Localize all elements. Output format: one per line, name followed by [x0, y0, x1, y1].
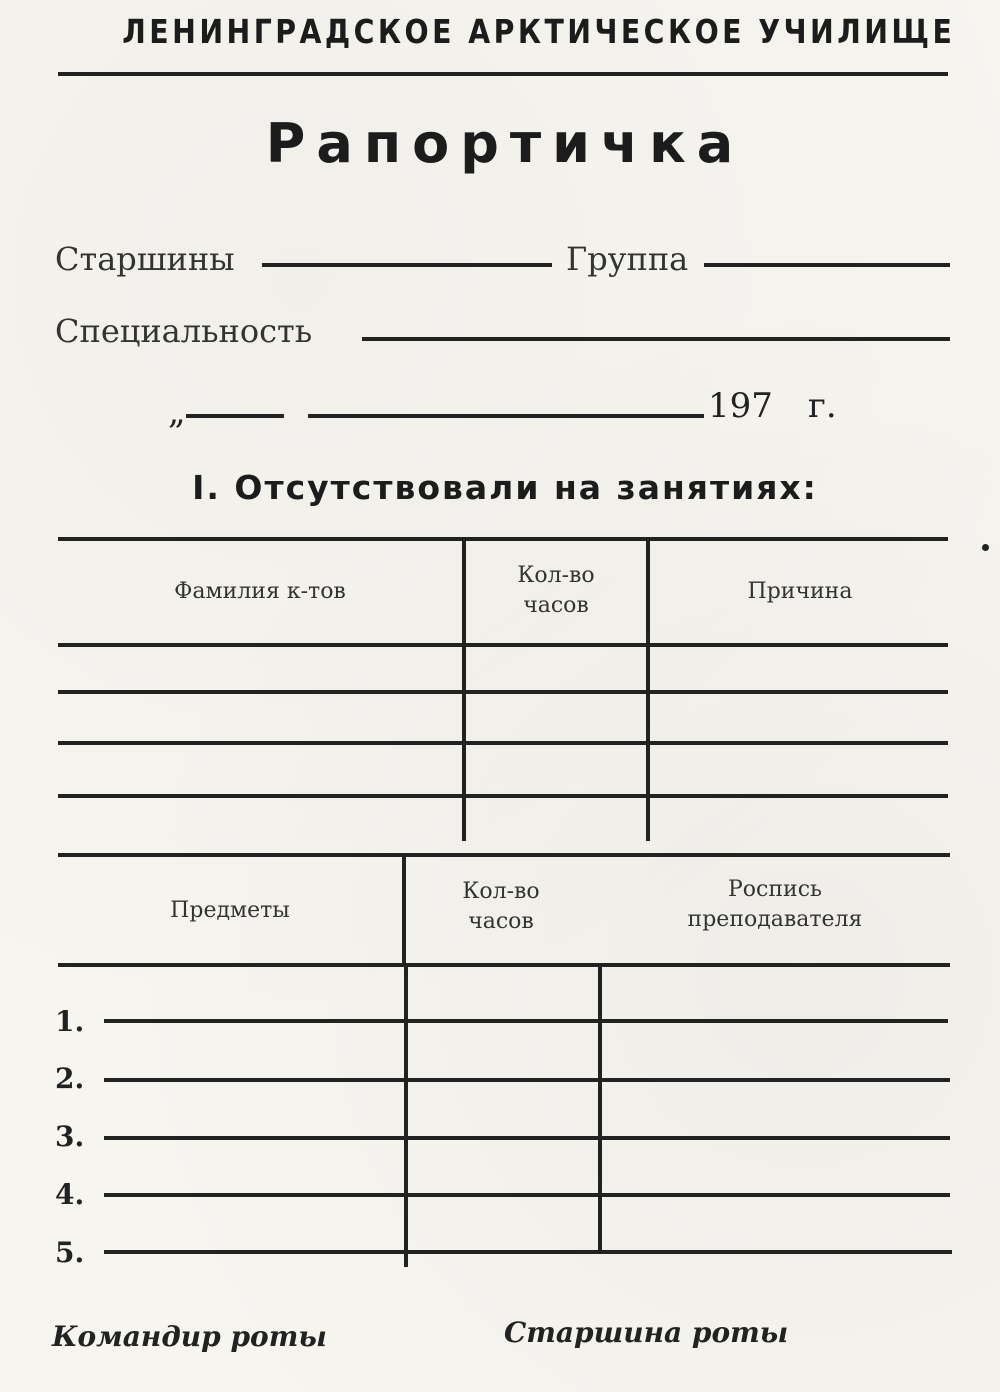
subjects-row-number: 5. — [55, 1236, 85, 1269]
specialnost-fill-line[interactable] — [362, 337, 950, 341]
date-month-fill-line[interactable] — [308, 414, 704, 418]
subjects-row-line[interactable] — [104, 1136, 950, 1140]
subjects-row-number: 1. — [55, 1005, 85, 1038]
subjects-row-line[interactable] — [104, 1250, 952, 1254]
date-year-suffix: г. — [808, 386, 837, 426]
scan-speck — [982, 544, 989, 551]
subjects-header-hours-line1: Кол-во — [462, 879, 540, 904]
absence-header-hours-line1: Кол-во — [517, 563, 595, 588]
subjects-table-divider-2 — [598, 967, 602, 1253]
subjects-table-header-rule — [58, 963, 950, 967]
subjects-row-number: 2. — [55, 1062, 85, 1095]
absence-table-row-2[interactable] — [58, 741, 948, 745]
subjects-header-sign-line2: преподавателя — [687, 907, 863, 932]
subjects-row-line[interactable] — [104, 1193, 950, 1197]
absence-table-top-rule — [58, 537, 948, 541]
date-year-prefix: 197 — [708, 386, 773, 426]
institution-name: ЛЕНИНГРАДСКОЕ АРКТИЧЕСКОЕ УЧИЛИЩЕ — [122, 12, 956, 51]
date-open-quote: „ — [168, 392, 186, 432]
subjects-header-sign-line1: Роспись — [728, 877, 822, 902]
subjects-header-hours-line2: часов — [468, 909, 534, 934]
gruppa-fill-line[interactable] — [704, 263, 950, 267]
starshiny-label: Старшины — [55, 240, 235, 278]
gruppa-label: Группа — [566, 240, 689, 278]
absence-table-header-rule — [58, 643, 948, 647]
subjects-row-line[interactable] — [104, 1019, 948, 1023]
absence-header-name: Фамилия к-тов — [174, 579, 346, 604]
absence-table-row-1[interactable] — [58, 690, 948, 694]
subjects-row-line[interactable] — [104, 1078, 950, 1082]
starshiny-fill-line[interactable] — [262, 263, 552, 267]
subjects-table-divider-1 — [404, 967, 408, 1267]
company-commander-label: Командир роты — [52, 1320, 327, 1353]
absence-header-reason: Причина — [747, 579, 853, 604]
subjects-row-number: 4. — [55, 1178, 85, 1211]
subjects-row-number: 3. — [55, 1120, 85, 1153]
absence-table-row-3[interactable] — [58, 794, 948, 798]
company-sergeant-label: Старшина роты — [504, 1316, 789, 1349]
header-rule — [58, 72, 948, 76]
section-absences-title: I. Отсутствовали на занятиях: — [192, 468, 818, 507]
specialnost-label: Специальность — [55, 312, 313, 350]
date-day-fill-line[interactable] — [186, 414, 284, 418]
subjects-header-subjects: Предметы — [170, 898, 290, 923]
absence-header-hours-line2: часов — [523, 593, 589, 618]
absence-table-bottom-rule — [58, 853, 950, 857]
document-title: Рапортичка — [265, 112, 745, 175]
